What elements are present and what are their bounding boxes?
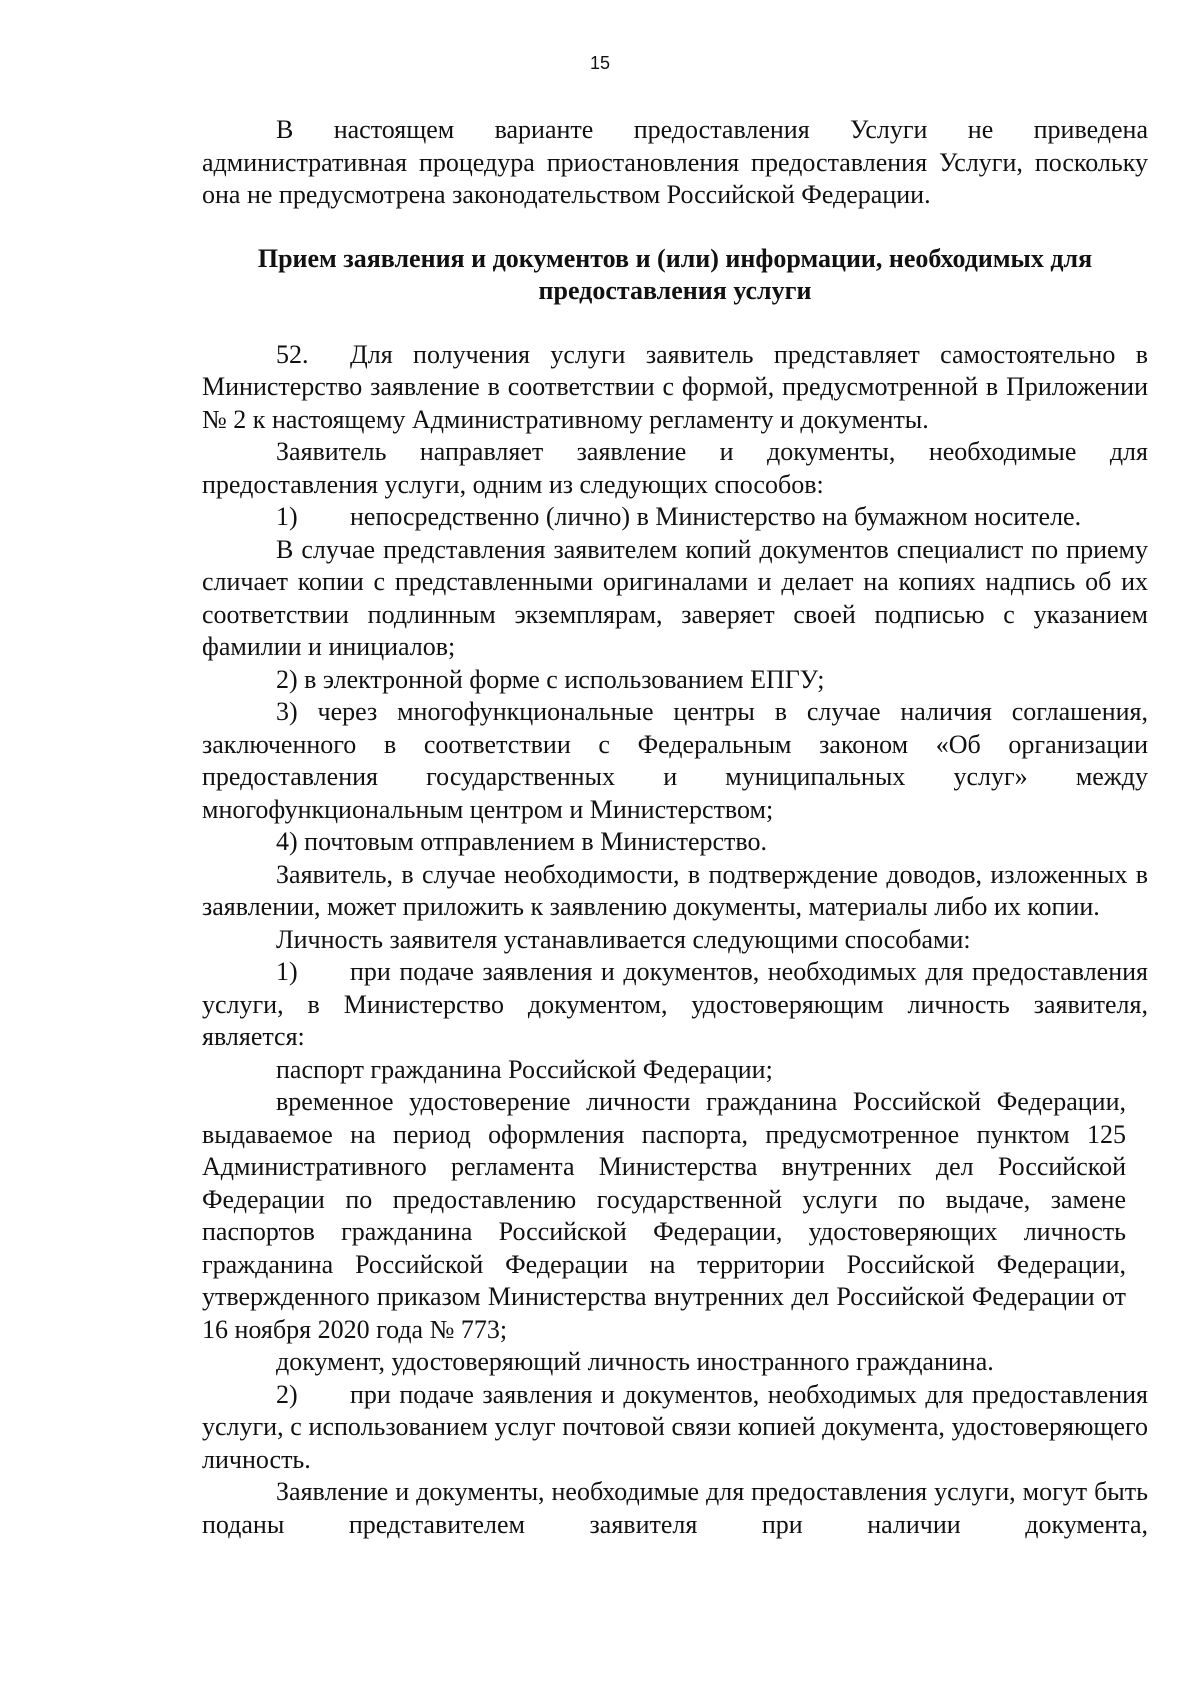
method-2: 2) в электронной форме с использованием ЕПГУ; xyxy=(276,664,825,694)
paragraph-52-text: Для получения услуги заявитель представляет самостоятельно в Министерство заявление в соответствии с формой, предусмотренной в Приложении № 2 к настоящему Административному регламенту и документы. xyxy=(202,339,1148,434)
method-1-number: 1) xyxy=(276,502,298,531)
method-4: 4) почтовым отправлением в Министерство. xyxy=(276,827,768,856)
identity-2-number: 2) xyxy=(276,1379,298,1409)
doc-temporary: временное удостоверение личности гражданина Российской Федерации, выдаваемое на период оформления паспорта, предусмотренное пунктом 125 Административного регламента Министерства внутренних дел Российской Федерации по предоставлению государственной услуги по выдаче, замене паспортов гражданина Российской Федерации, удостоверяющих личность гражданина Российской Федерации на территории Российской Федерации, утвержденного приказом Министерства внутренних дел Российской Федерации от 16 ноября 2020 года № 773; xyxy=(202,1087,1126,1344)
doc-passport: паспорт гражданина Российской Федерации; xyxy=(276,1054,773,1084)
identity-1-number: 1) xyxy=(276,957,298,986)
method-1 xyxy=(202,501,1148,534)
method-3: 3) через многофункциональные центры в случае наличия соглашения, заключенного в соответствии с Федеральным законом «Об организации предоставления государственных и муниципальных услуг» между многофункциональным центром и Министерством; xyxy=(202,697,1148,824)
identity-1 xyxy=(202,956,1148,1054)
identity-2-text: при подаче заявления и документов, необходимых для предоставления услуги, с использованием услуг почтовой связи копией документа, удостоверяющего личность. xyxy=(202,1379,1148,1474)
identity-paragraph: Личность заявителя устанавливается следующими способами: xyxy=(276,924,971,954)
intro-paragraph: В настоящем варианте предоставления Услуги не приведена административная процедура приостановления предоставления Услуги, поскольку она не предусмотрена законодательством Российской Федерации. xyxy=(202,115,1148,209)
methods-paragraph: Заявитель направляет заявление и документы, необходимые для предоставления услуги, одним из следующих способов: xyxy=(202,437,1148,499)
doc-foreign: документ, удостоверяющий личность иностранного гражданина. xyxy=(276,1347,994,1376)
identity-2 xyxy=(202,1379,1148,1477)
copies-paragraph: В случае представления заявителем копий документов специалист по приему сличает копии с представленными оригиналами и делает на копиях надпись об их соответствии подлинным экземплярам, заверяет своей подписью с указанием фамилии и инициалов; xyxy=(202,534,1148,661)
identity-1-text: при подаче заявления и документов, необходимых для предоставления услуги, в Министерство документом, удостоверяющим личность заявителя, является: xyxy=(202,957,1148,1051)
page-number: 15 xyxy=(589,53,611,73)
document-body xyxy=(202,114,1148,1541)
paragraph-52-number: 52. xyxy=(276,339,309,369)
representative-paragraph: Заявление и документы, необходимые для предоставления услуги, могут быть поданы представителем заявителя при наличии документа, xyxy=(202,1477,1148,1539)
method-1-text: непосредственно (лично) в Министерство на бумажном носителе. xyxy=(350,502,1082,531)
section-title: Прием заявления и документов и (или) информации, необходимых для предоставления услуги xyxy=(257,243,1093,305)
paragraph-52 xyxy=(202,339,1148,437)
attach-paragraph: Заявитель, в случае необходимости, в подтверждение доводов, изложенных в заявлении, может приложить к заявлению документы, материалы либо их копии. xyxy=(202,859,1148,921)
